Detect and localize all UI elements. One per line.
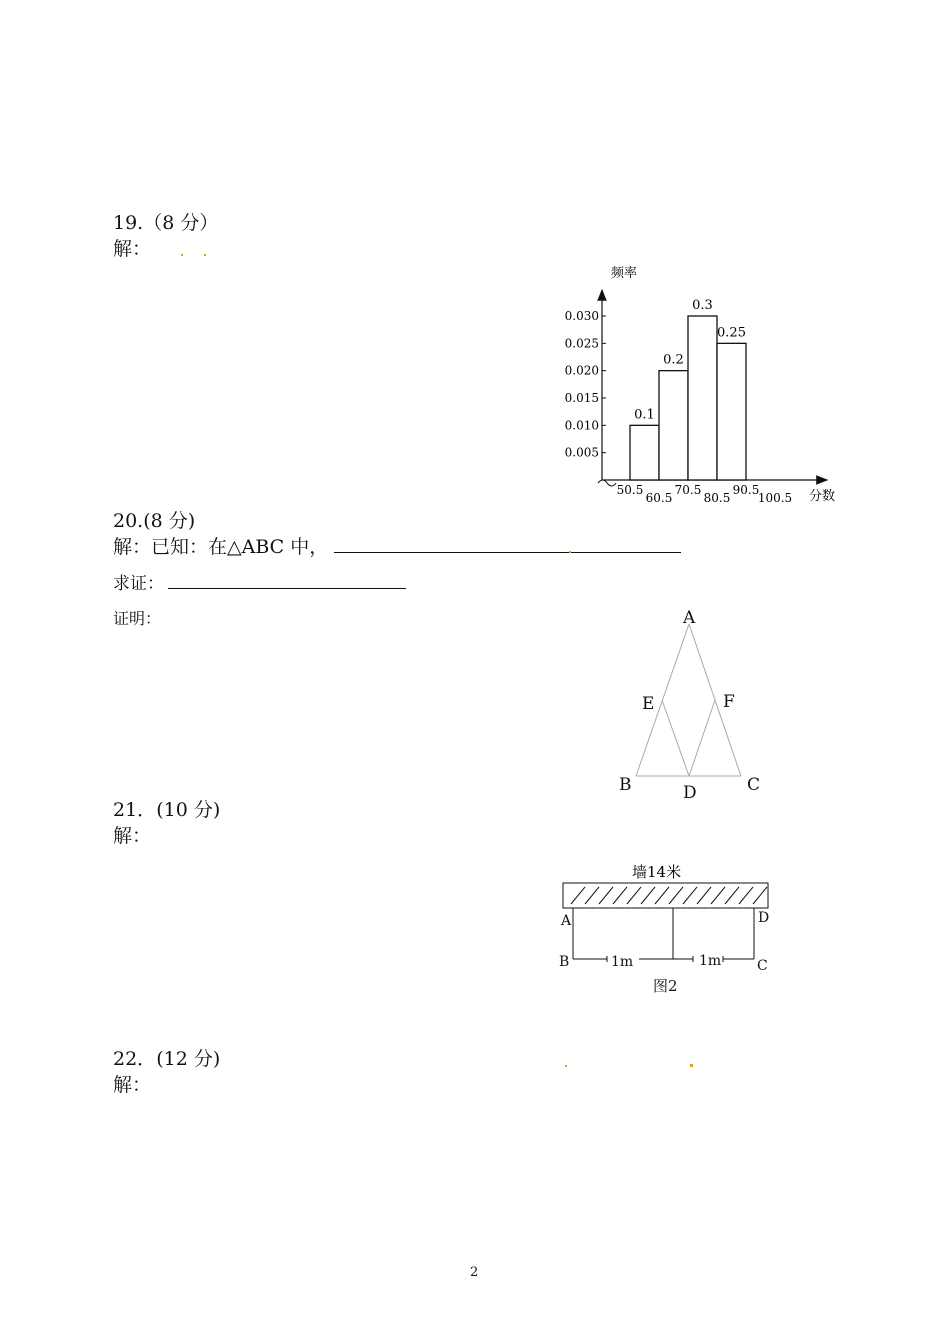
hatch-line [711,887,725,904]
y-tick-group [565,309,606,460]
corner-label-b: B [559,954,570,970]
hatch-line [655,887,669,904]
hatch-line [641,887,655,904]
decorative-dot [204,254,206,256]
question-points: (8 分) [143,510,196,532]
bar-data-label: 0.2 [663,352,684,368]
hatch-line [739,887,753,904]
hatch-line [725,887,739,904]
question-20-prove [113,572,406,595]
prove-label: 求证： [113,574,164,594]
vertex-label-f: F [723,692,735,712]
hatch-line [599,887,613,904]
question-19-title [113,212,218,234]
vertex-label-b: B [619,775,632,795]
hatch-line [683,887,697,904]
y-tick-label: 0.020 [564,363,599,378]
corner-label-a: A [561,913,572,929]
y-tick-label: 0.005 [564,445,599,460]
x-tick-group [617,483,793,505]
hatch-line [753,887,767,904]
frequency-histogram [555,258,855,510]
hatch-line [669,887,683,904]
decorative-dot [565,1065,567,1067]
x-tick-label: 60.5 [645,491,673,505]
vertex-label-c: C [747,775,761,795]
question-21-title [113,799,220,821]
histogram-bar [630,425,659,480]
question-number: 21． [113,799,157,821]
y-tick-label: 0.010 [564,418,599,433]
prove-blank-line[interactable] [168,572,406,589]
y-tick-label: 0.030 [564,309,599,323]
segment-fd [689,700,715,776]
given-label: 解：已知：在△ABC 中， [113,536,329,558]
given-blank-line[interactable] [334,536,681,553]
wall-rect [563,883,768,908]
question-number: 22． [113,1048,157,1070]
x-tick-label: 50.5 [616,483,644,497]
question-20-given [113,536,681,558]
bar-data-label: 0.1 [634,407,655,423]
axis-break-mark [598,480,616,486]
decorative-dot [569,551,571,553]
x-axis-label: 分数 [809,489,836,504]
hatch-line [571,887,585,904]
y-axis-label: 频率 [611,266,638,281]
question-points: (10 分) [156,799,221,821]
y-tick-label: 0.015 [564,391,599,405]
question-22-title [113,1048,220,1070]
x-tick-label: 90.5 [732,483,760,497]
x-tick-label: 80.5 [703,491,731,505]
vertex-label-e: E [642,694,655,714]
figure-caption: 图2 [653,977,678,995]
x-tick-label: 100.5 [757,491,793,505]
question-21-answer-label: 解： [113,825,152,847]
decorative-dot [690,1064,693,1067]
decorative-dot [181,254,183,256]
hatch-line [627,887,641,904]
gap-label-2: 1m [699,953,722,969]
y-tick-label: 0.025 [564,336,599,351]
hatch-line [697,887,711,904]
corner-label-d: D [758,910,770,926]
vertex-label-a: A [683,608,696,628]
gap-label-1: 1m [611,954,634,970]
segment-ed [662,700,689,776]
bar-data-label: 0.25 [717,325,746,341]
wall-label: 墙14米 [632,863,682,881]
question-number: 20. [113,510,144,532]
bar-group [630,298,746,480]
question-19-answer-label: 解： [113,238,152,260]
triangle-diagram [605,600,775,805]
page-number: 2 [470,1265,479,1280]
histogram-bar [717,343,746,480]
wall-hatching [571,887,767,904]
x-tick-label: 70.5 [674,483,702,497]
corner-label-c: C [757,958,768,974]
hatch-line [585,887,599,904]
hatch-line [613,887,627,904]
histogram-bar [659,371,688,480]
proof-label: 证明： [113,609,162,628]
fence-diagram [555,858,775,1003]
question-points: （8 分） [143,212,219,234]
question-20-title [113,510,195,532]
question-points: (12 分) [156,1048,221,1070]
question-number: 19. [113,212,144,234]
question-22-answer-label: 解： [113,1074,152,1096]
histogram-bar [688,316,717,480]
bar-data-label: 0.3 [692,298,713,313]
vertex-label-d: D [683,783,697,803]
